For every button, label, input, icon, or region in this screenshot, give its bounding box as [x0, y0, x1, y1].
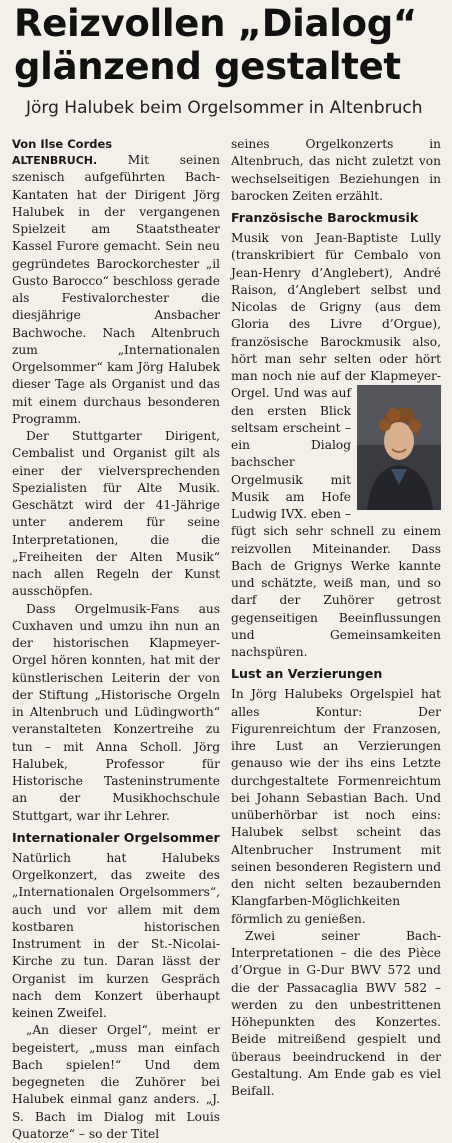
headline: Reizvollen „Dialog“ glänzend gestaltet	[14, 2, 417, 88]
body-paragraph: „An dieser Orgel“, meint er begeistert, „muss man einfach Bach spielen!“ Und dem begegneten die Zuhörer bei Halubek einmal ganz anders. „J. S. Bach im Dialog mit Louis Quatorze“ – so der Titel	[12, 1023, 220, 1141]
photo-jorg-halubek	[357, 385, 441, 510]
article-column-left	[12, 136, 220, 1143]
body-paragraph: Der Stuttgarter Dirigent, Cembalist und Organist gilt als einer der vielversprechenden Spezialisten für Alte Musik. Geschätzt wird der 41-Jährige unter anderem für seine Interpretationen, die die „Freiheiten der Alten Musik“ nach allen Regeln der Kunst ausschöpfen.	[12, 429, 220, 599]
body-paragraph: Dass Orgelmusik-Fans aus Cuxhaven und umzu ihn nun an der historischen Klapmeyer-Orgel hören konnten, hat mit der künstlerischen Leiterin der von der Stiftung „Historische Orgeln in Altenbruch und Lüdingworth“ veranstalteten Konzertreihe zu tun – mit Anna Scholl. Jörg Halubek, Professor für Historische Tasteninstrumente an der Musikhochschule Stuttgart, war ihr Lehrer.	[12, 601, 220, 823]
section-heading-barockmusik: Französische Barockmusik	[231, 210, 419, 225]
body-paragraph-continued: seines Orgelkonzerts in Altenbruch, das nicht zuletzt von wechselseitigen Beziehungen in barocken Zeiten erzählt.	[231, 137, 441, 203]
body-paragraph: Natürlich hat Halubeks Orgelkonzert, das zweite des „Internationalen Orgelsommers“, auch und vor allem mit dem kostbaren historischen Instrument in der St.-Nicolai-Kirche zu tun. Daran lässt der Organist im kurzen Gespräch nach dem Konzert überhaupt keinen Zweifel.	[12, 850, 220, 1020]
lead-text: Mit seinen szenisch aufgeführten Bach-Kantaten hat der Dirigent Jörg Halubek in der vergangenen Spielzeit am Staatstheater Kassel Furore gemacht. Sein neu gegründetes Barockorchester „il Gusto Barocco“ beschloss gerade als Festivalorchester die diesjährige Ansbacher Bachwoche. Nach Altenbruch zum „Internationalen Orgelsommer“ kam Jörg Halubek dieser Tage als Organist und das mit einem durchaus besonderen Programm.	[12, 153, 220, 426]
subheadline: Jörg Halubek beim Orgelsommer in Altenbruch	[26, 98, 423, 118]
body-paragraph: Musik von Jean-Baptiste Lully (transkribiert für Cembalo von Jean-Henry d’Anglebert), André Raison, d’Anglebert selbst und Nicolas de Grigny (aus dem Gloria des Livre d’Orgue), französische Barockmusik also, hört man sehr selten oder hört man noch nie auf der Klapmeyer-Orgel. Und was auf den ersten Blick seltsam erscheint – ein Dialog bachscher Orgelmusik mit Musik am Hofe Ludwig IVX. eben – fügt sich sehr schnell zu einem reizvollen Miteinander. Dass Bach de Grignys Werke kannte und schätzte, weiß man, und so darf der Zuhörer getrost gegenseitigen Beeinflussungen und Gemeinsamkeiten nachspüren.	[231, 231, 441, 659]
byline: Von Ilse Cordes	[12, 137, 113, 151]
section-heading-orgelsommer: Internationaler Orgelsommer	[12, 829, 220, 845]
body-paragraph: Zwei seiner Bach-Interpretationen – die des Pièce d’Orgue in G-Dur BWV 572 und die der Passacaglia BWV 582 – werden zu den unbestrittenen Höhepunkten des Konzertes. Beide mitreißend gespielt und überaus beeindruckend in der Gestaltung. Am Ende gab es viel Beifall.	[231, 928, 441, 1098]
dateline: ALTENBRUCH.	[12, 154, 98, 167]
portrait-image	[357, 385, 441, 510]
section-heading-verzierungen: Lust an Verzierungen	[231, 666, 383, 682]
body-paragraph: In Jörg Halubeks Orgelspiel hat alles Kontur: Der Figurenreichtum der Franzosen, ihre Lust an Verzierungen genauso wie der ihs eins Letzte durchgestaltete Formenreichtum bei Johann Sebastian Bach. Und unüberhörbar ist noch eins: Halubek selbst scheint das Altenbrucher Instrument mit seinen besonderen Registern und den nicht selten bezaubernden Klangfarben-Möglichkeiten förmlich zu genießen.	[231, 687, 441, 926]
lead-paragraph	[12, 152, 220, 428]
article-column-right	[231, 136, 441, 1100]
